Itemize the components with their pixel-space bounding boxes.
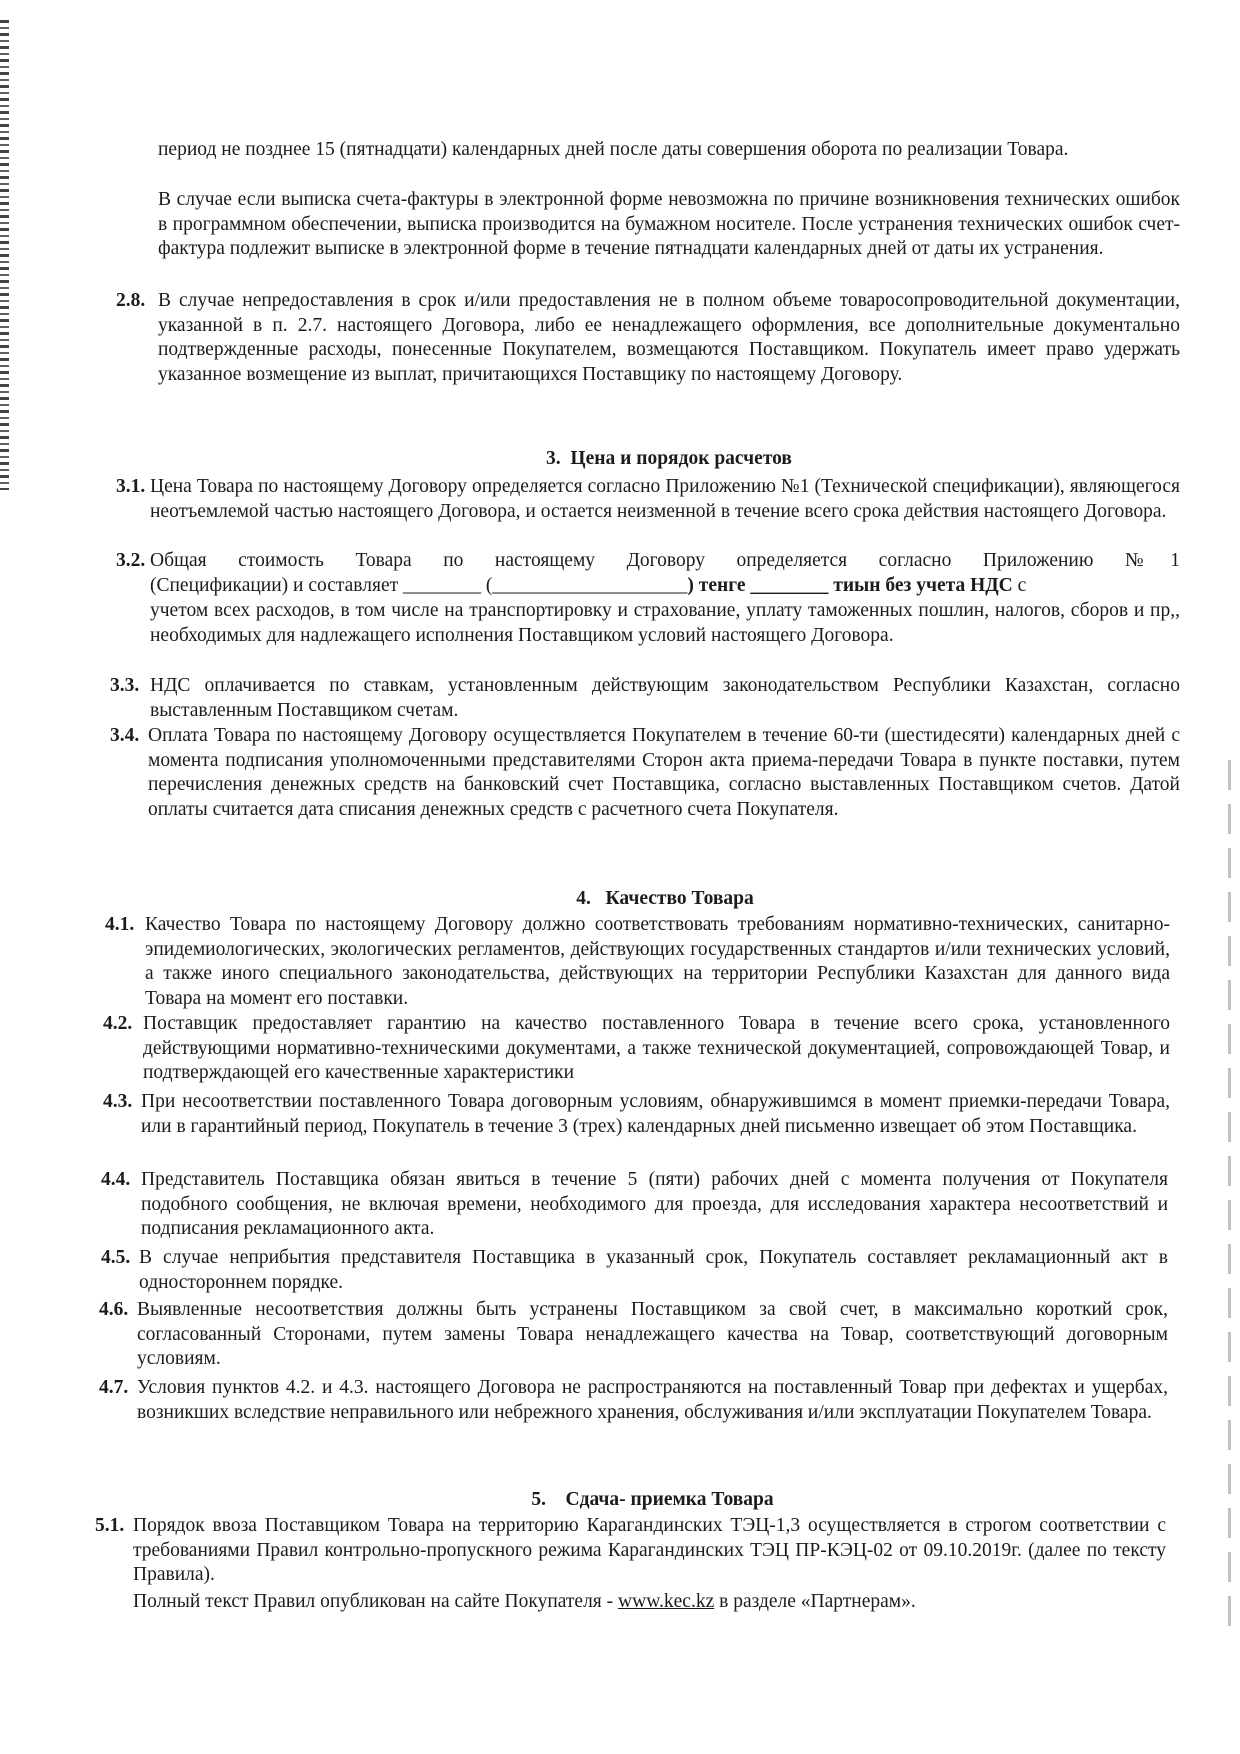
clause-number: 4.3. — [103, 1091, 133, 1112]
clause-4-2-text: Поставщик предоставляет гарантию на качество поставленного Товара в течение всего срока, установленного действующими нормативно-техническими документами, а также технической документацией, сопровождающей Товар, и подтверждающей его качественные характеристики — [143, 1013, 1170, 1084]
clause-3-2-line-2 — [150, 574, 1180, 599]
clause-number: 3.2. — [116, 550, 146, 571]
clause-number: 4.1. — [105, 914, 135, 935]
clause-4-7-text: Условия пунктов 4.2. и 4.3. настоящего Договора не распространяются на поставленный Товар при дефектах и ущербах, возникших вследствие неправильного или небрежного хранения, обслуживания и/или эксплуатации Покупателем Товара. — [137, 1377, 1168, 1423]
clause-4-1-text: Качество Товара по настоящему Договору должно соответствовать требованиям нормативно-технических, санитарно-эпидемиологических, экологических регламентов, действующих государственных стандартов и/или технических условий, а также иного специального законодательства, действующих на территории Республики Казахстан для данного вида Товара на момент его поставки. — [145, 914, 1170, 1009]
section-5-heading: 5. Сдача- приемка Товара — [531, 1489, 774, 1510]
section-4-heading: 4. Качество Товара — [576, 888, 754, 909]
clause-number: 2.8. — [116, 290, 146, 311]
clause-number: 4.5. — [101, 1247, 131, 1268]
clause-number: 5.1. — [95, 1515, 125, 1536]
clause-3-2-amount-words-blank: ____________________ — [492, 575, 688, 596]
clause-3-2-vat-note: тиын без учета НДС — [833, 575, 1013, 596]
clause-3-2-tiyn-blank: ________ — [745, 575, 834, 596]
clause-3-1-text: Цена Товара по настоящему Договору определяется согласно Приложению №1 (Технической спецификации), являющегося неотъемлемой частью настоящего Договора, и остается неизменной в течение всего срока действия настоящего Договора. — [150, 476, 1180, 522]
clause-3-4-text: Оплата Товара по настоящему Договору осуществляется Покупателем в течение 60-ти (шестидесяти) календарных дней с момента подписания уполномоченными представителями Сторон акта приема-передачи Товара в пункте поставки, путем перечисления денежных средств на банковский счет Поставщика, согласно выставленных Поставщиком счетов. Датой оплаты считается дата списания денежных средств с расчетного счета Покупателя. — [148, 725, 1180, 820]
clause-4-4-text: Представитель Поставщика обязан явиться в течение 5 (пяти) рабочих дней с момента получения от Покупателя подобного сообщения, не включая времени, необходимого для проезда, для исследования характера несоответствий и подписания рекламационного акта. — [141, 1169, 1168, 1240]
clause-3-2-currency: ) тенге — [687, 575, 746, 596]
clause-3-2-continuation: с — [1012, 575, 1027, 596]
intro-paragraph-1: период не позднее 15 (пятнадцати) календарных дней после даты совершения оборота по реализации Товара. — [158, 139, 1069, 160]
clause-2-8-text: В случае непредоставления в срок и/или предоставления не в полном объеме товаросопроводительной документации, указанной в п. 2.7. настоящего Договора, либо ее ненадлежащего оформления, все дополнительные документально подтвержденные расходы, понесенные Покупателем, возмещаются Поставщиком. Покупатель имеет право удержать указанное возмещение из выплат, причитающихся Поставщику по настоящему Договору. — [158, 290, 1180, 385]
clause-5-1-note — [133, 1590, 1166, 1615]
clause-number: 4.2. — [103, 1013, 133, 1034]
website-link[interactable]: www.kec.kz — [618, 1591, 715, 1612]
clause-number: 3.4. — [110, 725, 140, 746]
clause-4-5-text: В случае неприбытия представителя Поставщика в указанный срок, Покупатель составляет рекламационный акт в одностороннем порядке. — [139, 1247, 1168, 1293]
clause-3-2-amount-text: (Спецификации) и составляет ________ ( — [150, 575, 493, 596]
intro-paragraph-2: В случае если выписка счета-фактуры в электронной форме невозможна по причине возникновения технических ошибок в программном обеспечении, выписка производится на бумажном носителе. После устранения технических ошибок счет-фактура подлежит выписке в электронной форме в течение пятнадцати календарных дней от даты их устранения. — [158, 189, 1180, 260]
clause-5-1-note-tail: в разделе «Партнерам». — [714, 1591, 916, 1612]
scan-artifact-right — [1228, 760, 1231, 1640]
clause-5-1-note-text: Полный текст Правил опубликован на сайте Покупателя - — [133, 1591, 619, 1612]
clause-number: 3.3. — [110, 675, 140, 696]
clause-3-2-rest: учетом всех расходов, в том числе на транспортировку и страхование, уплату таможенных пошлин, налогов, сборов и пр,, необходимых для надлежащего исполнения Поставщиком условий настоящего Договора. — [150, 600, 1180, 646]
section-3-heading: 3. Цена и порядок расчетов — [546, 448, 792, 469]
scan-artifact-left — [0, 20, 9, 490]
clause-number: 4.4. — [101, 1169, 131, 1190]
clause-4-6-text: Выявленные несоответствия должны быть устранены Поставщиком за свой счет, в максимально короткий срок, согласованный Сторонами, путем замены Товара ненадлежащего качества на Товар, соответствующий договорным условиям. — [137, 1299, 1168, 1370]
clause-3-2-line-1: Общая стоимость Товара по настоящему Договору определяется согласно Приложению №1 — [150, 550, 1180, 571]
clause-number: 4.7. — [99, 1377, 129, 1398]
clause-5-1-text: Порядок ввоза Поставщиком Товара на территорию Карагандинских ТЭЦ-1,3 осуществляется в строгом соответствии с требованиями Правил контрольно-пропускного режима Карагандинских ТЭЦ ПР-КЭЦ-02 от 09.10.2019г. (далее по тексту Правила). — [133, 1515, 1166, 1586]
clause-number: 3.1. — [116, 476, 146, 497]
clause-4-3-text: При несоответствии поставленного Товара договорным условиям, обнаружившимся в момент приемки-передачи Товара, или в гарантийный период, Покупатель в течение 3 (трех) календарных дней письменно извещает об этом Поставщика. — [141, 1091, 1170, 1137]
clause-3-3-text: НДС оплачивается по ставкам, установленным действующим законодательством Республики Казахстан, согласно выставленным Поставщиком счетам. — [150, 675, 1180, 721]
clause-number: 4.6. — [99, 1299, 129, 1320]
